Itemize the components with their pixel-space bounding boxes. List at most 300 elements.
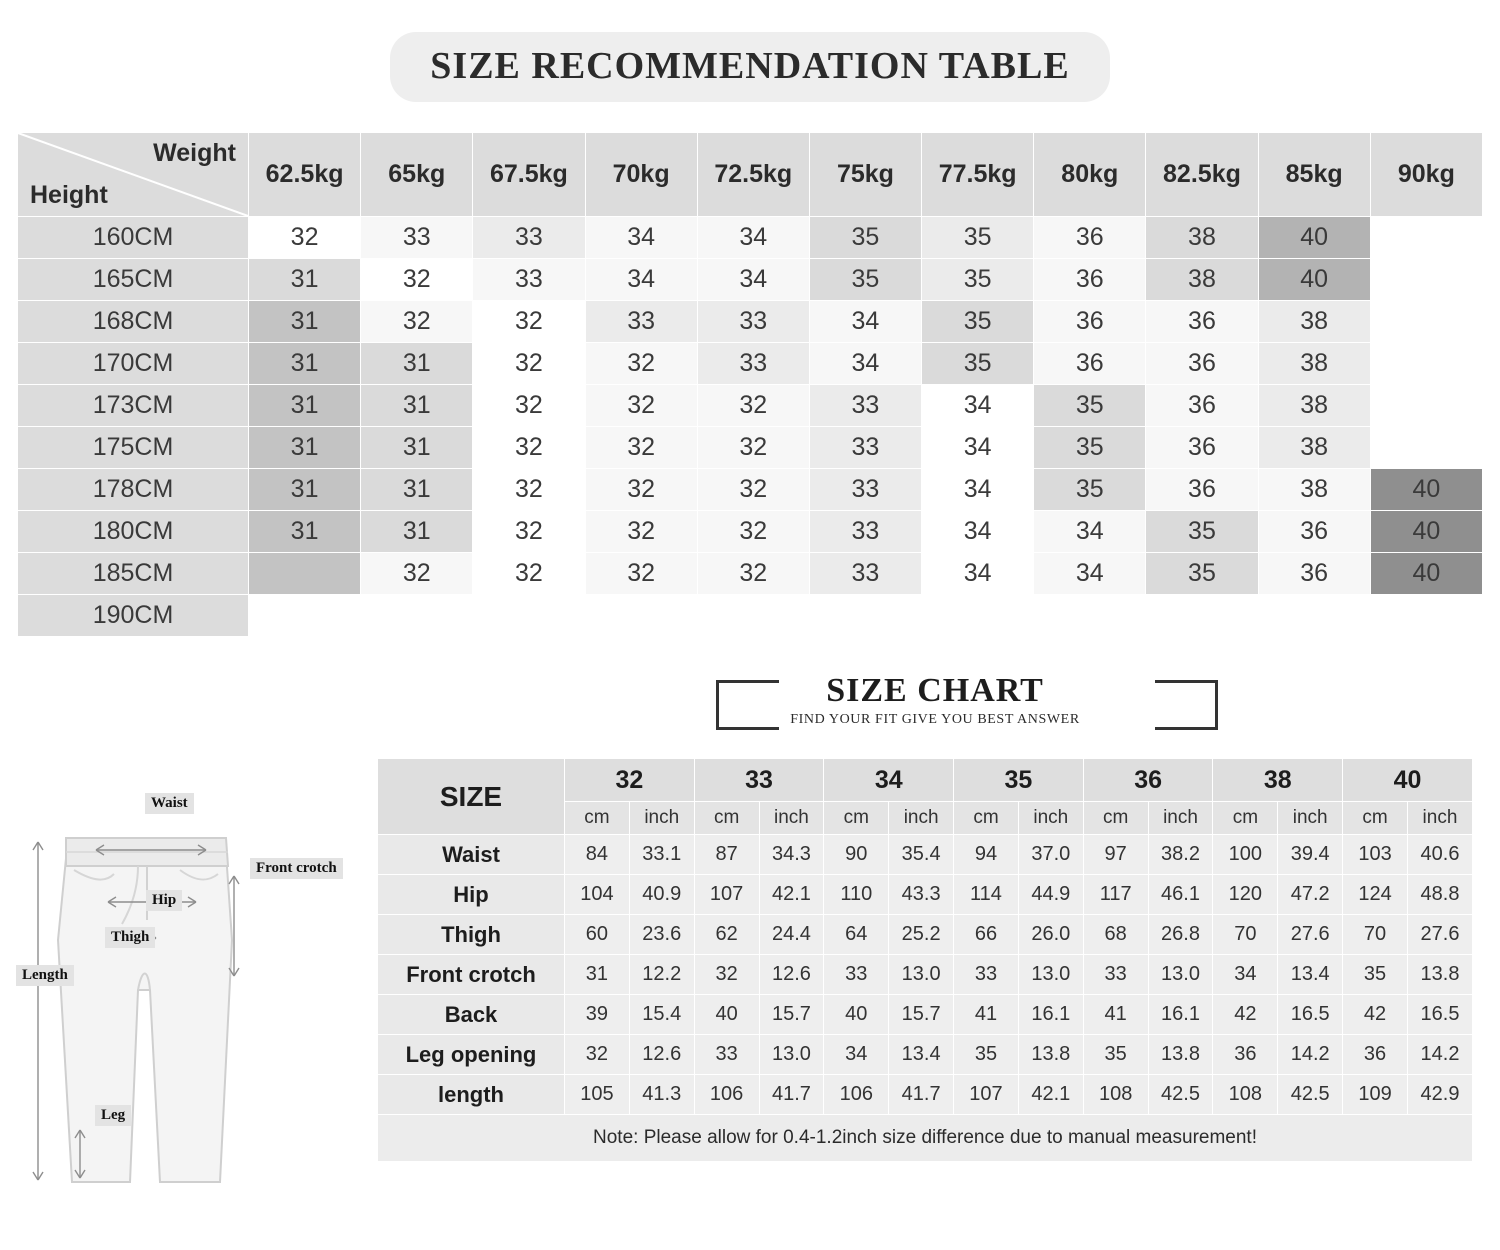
size-cell: [697, 595, 809, 637]
size-cell: [585, 595, 697, 637]
size-cell: 35: [1146, 511, 1258, 553]
size-cell: 31: [361, 469, 473, 511]
measurement-value: 64: [824, 915, 889, 955]
measurement-value: 12.2: [629, 955, 694, 995]
unit-header: inch: [759, 802, 824, 835]
table-row: [18, 595, 1483, 637]
size-cell: 32: [585, 511, 697, 553]
measurement-value: 42.5: [1148, 1075, 1213, 1115]
label-front-crotch: Front crotch: [250, 858, 343, 879]
recommendation-header-row: [18, 133, 1483, 217]
measurement-value: 13.8: [1407, 955, 1472, 995]
size-chart-heading: [700, 672, 1170, 728]
height-label-cell: 185CM: [18, 553, 249, 595]
size-cell: 31: [249, 301, 361, 343]
size-cell: 34: [922, 469, 1034, 511]
measurement-value: 13.0: [889, 955, 954, 995]
measurement-label: Front crotch: [378, 955, 565, 995]
measurement-value: 13.8: [1018, 1035, 1083, 1075]
size-chart-corner-label: SIZE: [378, 759, 565, 835]
size-cell: 35: [922, 343, 1034, 385]
size-cell: 32: [473, 469, 585, 511]
table-row: [378, 875, 1473, 915]
unit-header: cm: [694, 802, 759, 835]
size-cell: 32: [473, 385, 585, 427]
size-cell: 38: [1258, 469, 1370, 511]
table-row: [18, 343, 1483, 385]
weight-header: 77.5kg: [922, 133, 1034, 217]
measurement-value: 13.0: [1018, 955, 1083, 995]
size-chart-table: [377, 758, 1473, 1162]
measurement-value: 40.6: [1407, 835, 1472, 875]
measurement-value: 38.2: [1148, 835, 1213, 875]
axis-label-weight: Weight: [153, 139, 236, 167]
table-row: [378, 1075, 1473, 1115]
size-cell: 32: [473, 343, 585, 385]
size-cell: 34: [922, 427, 1034, 469]
size-column-header: 33: [694, 759, 824, 802]
measurement-value: 41: [954, 995, 1019, 1035]
size-cell: 38: [1258, 301, 1370, 343]
unit-header: cm: [1213, 802, 1278, 835]
size-cell: 38: [1258, 343, 1370, 385]
size-cell: 33: [585, 301, 697, 343]
measurement-value: 94: [954, 835, 1019, 875]
table-row: [18, 301, 1483, 343]
size-cell: [1370, 343, 1482, 385]
measurement-value: 66: [954, 915, 1019, 955]
size-cell: 40: [1258, 259, 1370, 301]
size-cell: 32: [585, 343, 697, 385]
measurement-value: 103: [1343, 835, 1408, 875]
measurement-value: 32: [694, 955, 759, 995]
measurement-value: 16.1: [1018, 995, 1083, 1035]
table-row: [18, 259, 1483, 301]
size-cell: 33: [809, 427, 921, 469]
recommendation-table-head: [18, 133, 1483, 217]
measurement-value: 84: [565, 835, 630, 875]
table-row: [18, 427, 1483, 469]
measurement-value: 25.2: [889, 915, 954, 955]
measurement-value: 107: [954, 1075, 1019, 1115]
measurement-value: 13.0: [1148, 955, 1213, 995]
size-cell: 34: [922, 385, 1034, 427]
size-cell: 35: [809, 259, 921, 301]
size-cell: 32: [249, 217, 361, 259]
measurement-value: 31: [565, 955, 630, 995]
measurement-value: 108: [1213, 1075, 1278, 1115]
size-cell: 40: [1370, 553, 1482, 595]
size-cell: 36: [1258, 511, 1370, 553]
size-cell: [1370, 217, 1482, 259]
size-cell: 34: [585, 259, 697, 301]
size-cell: 32: [697, 385, 809, 427]
size-cell: [1370, 595, 1482, 637]
size-cell: 34: [1034, 511, 1146, 553]
pants-measurement-diagram: [10, 790, 370, 1190]
measurement-value: 120: [1213, 875, 1278, 915]
axis-label-height: Height: [30, 181, 108, 209]
weight-header: 72.5kg: [697, 133, 809, 217]
size-cell: 36: [1034, 301, 1146, 343]
size-cell: 32: [697, 511, 809, 553]
size-cell: 34: [809, 343, 921, 385]
measurement-value: 108: [1083, 1075, 1148, 1115]
measurement-value: 32: [565, 1035, 630, 1075]
measurement-value: 36: [1213, 1035, 1278, 1075]
size-cell: 35: [1034, 385, 1146, 427]
unit-header: inch: [1148, 802, 1213, 835]
size-column-header: 34: [824, 759, 954, 802]
measurement-value: 33: [1083, 955, 1148, 995]
measurement-value: 15.7: [889, 995, 954, 1035]
measurement-value: 70: [1343, 915, 1408, 955]
height-label-cell: 168CM: [18, 301, 249, 343]
measurement-value: 15.7: [759, 995, 824, 1035]
size-cell: 33: [809, 553, 921, 595]
size-cell: 34: [585, 217, 697, 259]
size-cell: [249, 595, 361, 637]
measurement-value: 23.6: [629, 915, 694, 955]
measurement-value: 13.8: [1148, 1035, 1213, 1075]
size-cell: 36: [1146, 385, 1258, 427]
size-chart-header-row: [378, 759, 1473, 802]
measurement-value: 90: [824, 835, 889, 875]
measurement-value: 33: [694, 1035, 759, 1075]
height-label-cell: 175CM: [18, 427, 249, 469]
measurement-value: 24.4: [759, 915, 824, 955]
size-cell: 36: [1146, 343, 1258, 385]
label-waist: Waist: [145, 793, 194, 814]
table-row: [378, 835, 1473, 875]
measurement-value: 100: [1213, 835, 1278, 875]
measurement-value: 46.1: [1148, 875, 1213, 915]
size-cell: 31: [361, 343, 473, 385]
weight-header: 65kg: [361, 133, 473, 217]
size-column-header: 32: [565, 759, 695, 802]
size-cell: 33: [809, 469, 921, 511]
size-column-header: 36: [1083, 759, 1213, 802]
height-label-cell: 165CM: [18, 259, 249, 301]
size-cell: 35: [1146, 553, 1258, 595]
label-hip: Hip: [146, 890, 182, 911]
size-chart-title: SIZE CHART: [826, 672, 1044, 709]
table-row: [18, 511, 1483, 553]
size-cell: 38: [1146, 259, 1258, 301]
measurement-value: 15.4: [629, 995, 694, 1035]
measurement-value: 47.2: [1278, 875, 1343, 915]
size-cell: 32: [585, 553, 697, 595]
size-cell: 36: [1146, 301, 1258, 343]
recommendation-table-body: [18, 217, 1483, 637]
size-cell: 36: [1034, 343, 1146, 385]
measurement-value: 87: [694, 835, 759, 875]
unit-header: inch: [1278, 802, 1343, 835]
measurement-value: 33: [954, 955, 1019, 995]
unit-header: inch: [889, 802, 954, 835]
unit-header: cm: [954, 802, 1019, 835]
size-cell: 38: [1258, 385, 1370, 427]
size-cell: 40: [1258, 217, 1370, 259]
measurement-value: 43.3: [889, 875, 954, 915]
table-row: [378, 955, 1473, 995]
measurement-label: Waist: [378, 835, 565, 875]
size-cell: 32: [361, 301, 473, 343]
measurement-value: 27.6: [1278, 915, 1343, 955]
size-cell: 32: [473, 301, 585, 343]
size-cell: 32: [361, 259, 473, 301]
measurement-value: 12.6: [759, 955, 824, 995]
height-label-cell: 173CM: [18, 385, 249, 427]
size-cell: 32: [697, 553, 809, 595]
size-cell: 31: [361, 427, 473, 469]
height-label-cell: 190CM: [18, 595, 249, 637]
weight-header: 80kg: [1034, 133, 1146, 217]
measurement-value: 33: [824, 955, 889, 995]
measurement-value: 39: [565, 995, 630, 1035]
measurement-value: 16.1: [1148, 995, 1213, 1035]
size-cell: 31: [249, 511, 361, 553]
size-cell: 34: [922, 511, 1034, 553]
measurement-value: 42.9: [1407, 1075, 1472, 1115]
size-cell: [922, 595, 1034, 637]
measurement-value: 44.9: [1018, 875, 1083, 915]
table-row: [18, 385, 1483, 427]
measurement-value: 16.5: [1278, 995, 1343, 1035]
label-length: Length: [16, 965, 74, 986]
size-chart-body: [378, 759, 1473, 1162]
weight-header: 67.5kg: [473, 133, 585, 217]
measurement-label: length: [378, 1075, 565, 1115]
weight-header: 82.5kg: [1146, 133, 1258, 217]
size-cell: 32: [585, 385, 697, 427]
size-column-header: 38: [1213, 759, 1343, 802]
size-cell: 32: [473, 427, 585, 469]
measurement-value: 40: [824, 995, 889, 1035]
unit-header: inch: [1018, 802, 1083, 835]
measurement-value: 13.4: [889, 1035, 954, 1075]
measurement-value: 14.2: [1278, 1035, 1343, 1075]
label-thigh: Thigh: [105, 927, 155, 948]
measurement-value: 117: [1083, 875, 1148, 915]
size-cell: 36: [1146, 469, 1258, 511]
size-cell: 36: [1034, 217, 1146, 259]
page-title: [0, 32, 1500, 102]
axis-corner-cell: [18, 133, 249, 217]
measurement-value: 34: [1213, 955, 1278, 995]
measurement-value: 62: [694, 915, 759, 955]
measurement-value: 41.7: [759, 1075, 824, 1115]
measurement-value: 42: [1343, 995, 1408, 1035]
size-cell: 36: [1034, 259, 1146, 301]
size-cell: 35: [922, 259, 1034, 301]
table-row: [18, 553, 1483, 595]
size-cell: 31: [249, 385, 361, 427]
table-row: [18, 469, 1483, 511]
height-label-cell: 160CM: [18, 217, 249, 259]
size-chart-subtitle: FIND YOUR FIT GIVE YOU BEST ANSWER: [790, 712, 1080, 727]
measurement-value: 70: [1213, 915, 1278, 955]
size-cell: 34: [1034, 553, 1146, 595]
size-cell: 36: [1146, 427, 1258, 469]
measurement-value: 110: [824, 875, 889, 915]
size-cell: 31: [361, 511, 473, 553]
size-cell: [1370, 385, 1482, 427]
measurement-value: 33.1: [629, 835, 694, 875]
label-leg: Leg: [95, 1105, 131, 1126]
size-cell: 40: [1370, 469, 1482, 511]
title-pill: [390, 32, 1109, 102]
measurement-value: 41: [1083, 995, 1148, 1035]
measurement-value: 41.3: [629, 1075, 694, 1115]
size-cell: 34: [697, 217, 809, 259]
size-cell: 32: [473, 511, 585, 553]
size-cell: 34: [922, 553, 1034, 595]
size-cell: [1370, 259, 1482, 301]
measurement-value: 27.6: [1407, 915, 1472, 955]
measurement-value: 40.9: [629, 875, 694, 915]
size-column-header: 40: [1343, 759, 1473, 802]
size-cell: 31: [249, 427, 361, 469]
size-cell: 40: [1370, 511, 1482, 553]
measurement-value: 37.0: [1018, 835, 1083, 875]
measurement-value: 35: [1083, 1035, 1148, 1075]
height-label-cell: 170CM: [18, 343, 249, 385]
measurement-value: 42.1: [759, 875, 824, 915]
unit-header: cm: [1083, 802, 1148, 835]
unit-header: inch: [629, 802, 694, 835]
size-cell: 33: [697, 343, 809, 385]
measurement-value: 48.8: [1407, 875, 1472, 915]
size-cell: [1146, 595, 1258, 637]
table-row: [378, 915, 1473, 955]
measurement-value: 124: [1343, 875, 1408, 915]
measurement-value: 106: [694, 1075, 759, 1115]
recommendation-table: [17, 132, 1483, 637]
size-chart-note-row: [378, 1115, 1473, 1162]
height-label-cell: 180CM: [18, 511, 249, 553]
size-cell: 31: [361, 385, 473, 427]
size-cell: 35: [922, 217, 1034, 259]
size-cell: 33: [809, 385, 921, 427]
pants-illustration-icon: [10, 790, 370, 1190]
size-cell: [1258, 595, 1370, 637]
measurement-value: 60: [565, 915, 630, 955]
measurement-value: 114: [954, 875, 1019, 915]
page-title-text: SIZE RECOMMENDATION TABLE: [430, 45, 1070, 87]
measurement-value: 68: [1083, 915, 1148, 955]
weight-header: 70kg: [585, 133, 697, 217]
measurement-value: 106: [824, 1075, 889, 1115]
size-cell: 34: [809, 301, 921, 343]
measurement-label: Back: [378, 995, 565, 1035]
measurement-value: 35: [954, 1035, 1019, 1075]
size-cell: 33: [473, 217, 585, 259]
size-column-header: 35: [954, 759, 1084, 802]
size-cell: [473, 595, 585, 637]
measurement-value: 109: [1343, 1075, 1408, 1115]
measurement-value: 42.1: [1018, 1075, 1083, 1115]
size-cell: 33: [361, 217, 473, 259]
weight-header: 75kg: [809, 133, 921, 217]
measurement-value: 42: [1213, 995, 1278, 1035]
measurement-value: 36: [1343, 1035, 1408, 1075]
size-cell: 32: [697, 469, 809, 511]
measurement-value: 26.0: [1018, 915, 1083, 955]
size-cell: 38: [1258, 427, 1370, 469]
size-cell: 33: [697, 301, 809, 343]
measurement-value: 107: [694, 875, 759, 915]
unit-header: cm: [565, 802, 630, 835]
size-cell: [1370, 301, 1482, 343]
size-cell: 38: [1146, 217, 1258, 259]
table-row: [378, 995, 1473, 1035]
size-cell: 35: [809, 217, 921, 259]
size-cell: 32: [697, 427, 809, 469]
measurement-value: 13.4: [1278, 955, 1343, 995]
table-row: [18, 217, 1483, 259]
measurement-value: 35.4: [889, 835, 954, 875]
table-row: [378, 1035, 1473, 1075]
unit-header: inch: [1407, 802, 1472, 835]
size-cell: [809, 595, 921, 637]
measurement-value: 41.7: [889, 1075, 954, 1115]
size-cell: 34: [697, 259, 809, 301]
size-cell: [1034, 595, 1146, 637]
measurement-value: 12.6: [629, 1035, 694, 1075]
size-cell: 33: [473, 259, 585, 301]
size-cell: 32: [585, 469, 697, 511]
weight-header: 85kg: [1258, 133, 1370, 217]
size-cell: 35: [1034, 427, 1146, 469]
measurement-label: Hip: [378, 875, 565, 915]
measurement-value: 35: [1343, 955, 1408, 995]
measurement-value: 34: [824, 1035, 889, 1075]
size-cell: 32: [361, 553, 473, 595]
measurement-value: 42.5: [1278, 1075, 1343, 1115]
size-cell: 36: [1258, 553, 1370, 595]
measurement-value: 16.5: [1407, 995, 1472, 1035]
measurement-value: 97: [1083, 835, 1148, 875]
size-cell: [361, 595, 473, 637]
measurement-label: Thigh: [378, 915, 565, 955]
measurement-value: 104: [565, 875, 630, 915]
measurement-value: 105: [565, 1075, 630, 1115]
size-cell: 32: [473, 553, 585, 595]
size-cell: 32: [585, 427, 697, 469]
size-cell: 31: [249, 469, 361, 511]
measurement-value: 26.8: [1148, 915, 1213, 955]
measurement-label: Leg opening: [378, 1035, 565, 1075]
measurement-value: 40: [694, 995, 759, 1035]
size-cell: 35: [1034, 469, 1146, 511]
size-cell: [1370, 427, 1482, 469]
weight-header: 62.5kg: [249, 133, 361, 217]
measurement-value: 14.2: [1407, 1035, 1472, 1075]
size-cell: 31: [249, 343, 361, 385]
size-cell: 35: [922, 301, 1034, 343]
unit-header: cm: [824, 802, 889, 835]
weight-header: 90kg: [1370, 133, 1482, 217]
size-cell: [249, 553, 361, 595]
unit-header: cm: [1343, 802, 1408, 835]
measurement-value: 34.3: [759, 835, 824, 875]
size-cell: 33: [809, 511, 921, 553]
measurement-value: 13.0: [759, 1035, 824, 1075]
size-cell: 31: [249, 259, 361, 301]
measurement-value: 39.4: [1278, 835, 1343, 875]
measurement-note: Note: Please allow for 0.4-1.2inch size difference due to manual measurement!: [378, 1115, 1473, 1162]
